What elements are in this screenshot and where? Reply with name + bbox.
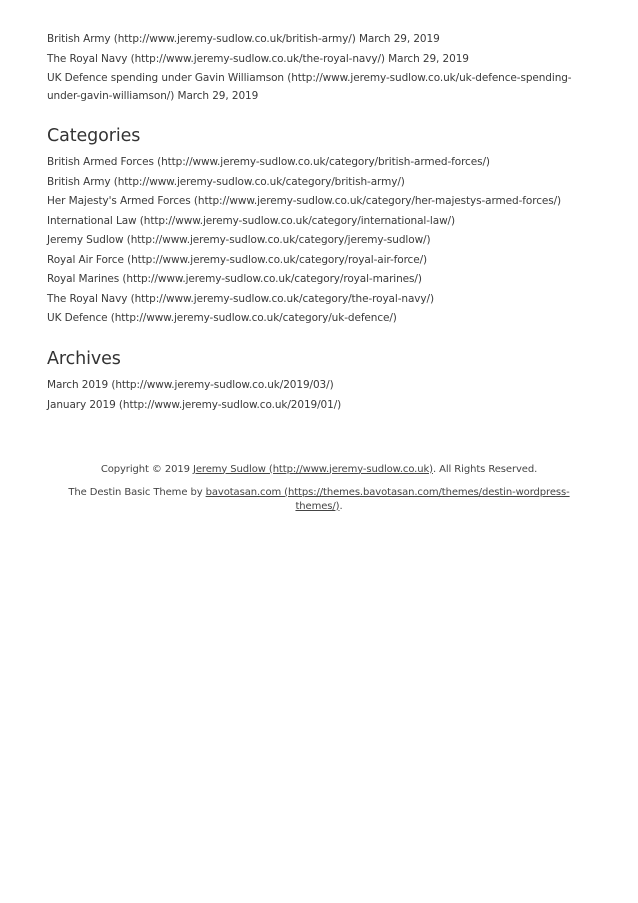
archive-title[interactable]: March 2019 bbox=[47, 379, 109, 391]
theme-credit-period: . bbox=[339, 500, 343, 512]
recent-post-item[interactable]: British Army (http://www.jeremy-sudlow.co.uk/british-army/) March 29, 2019 bbox=[47, 33, 440, 45]
categories-heading: Categories bbox=[47, 126, 141, 146]
category-item[interactable]: International Law (http://www.jeremy-sudlow.co.uk/category/international-law/) bbox=[47, 214, 455, 227]
category-title[interactable]: UK Defence bbox=[47, 312, 108, 324]
archive-item[interactable]: March 2019 (http://www.jeremy-sudlow.co.uk/2019/03/) bbox=[47, 379, 334, 391]
archive-item[interactable]: January 2019 (http://www.jeremy-sudlow.co.uk/2019/01/) bbox=[47, 398, 342, 411]
rights-text: . All Rights Reserved. bbox=[432, 463, 538, 475]
category-title[interactable]: Royal Air Force bbox=[47, 253, 124, 266]
category-item[interactable]: Her Majesty's Armed Forces (http://www.jeremy-sudlow.co.uk/category/her-majestys-armed-forces/) bbox=[47, 195, 562, 207]
recent-post-date: March 29, 2019 bbox=[177, 90, 259, 102]
category-url[interactable]: http://www.jeremy-sudlow.co.uk/category/the-royal-navy/ bbox=[134, 292, 430, 305]
categories-list bbox=[47, 153, 591, 327]
copyright-text: Copyright © 2019 bbox=[100, 463, 190, 475]
category-title[interactable]: Her Majesty's Armed Forces bbox=[47, 195, 191, 207]
recent-posts-list bbox=[47, 30, 591, 105]
category-url[interactable]: http://www.jeremy-sudlow.co.uk/category/jeremy-sudlow/ bbox=[130, 234, 427, 246]
theme-author-link[interactable]: bavotasan.com (https://themes.bavotasan.com/themes/destin-wordpress-themes/) bbox=[205, 486, 570, 512]
category-url[interactable]: http://www.jeremy-sudlow.co.uk/category/british-army/ bbox=[117, 175, 401, 188]
category-url[interactable]: http://www.jeremy-sudlow.co.uk/category/british-armed-forces/ bbox=[161, 156, 486, 168]
category-item[interactable]: Royal Air Force (http://www.jeremy-sudlow.co.uk/category/royal-air-force/) bbox=[47, 253, 428, 266]
category-url[interactable]: http://www.jeremy-sudlow.co.uk/category/international-law/ bbox=[143, 214, 451, 227]
category-url[interactable]: http://www.jeremy-sudlow.co.uk/category/uk-defence/ bbox=[114, 312, 393, 324]
recent-post-url[interactable]: http://www.jeremy-sudlow.co.uk/british-army/ bbox=[117, 33, 352, 45]
recent-post-date: March 29, 2019 bbox=[388, 52, 469, 65]
category-item[interactable]: UK Defence (http://www.jeremy-sudlow.co.uk/category/uk-defence/) bbox=[47, 312, 397, 324]
archive-url[interactable]: http://www.jeremy-sudlow.co.uk/2019/03/ bbox=[115, 379, 330, 391]
archives-heading: Archives bbox=[47, 349, 121, 369]
recent-post-item[interactable]: UK Defence spending under Gavin Williamson (http://www.jeremy-sudlow.co.uk/uk-defence-spending-under-gavin-williamson/) March 29, 2019 bbox=[47, 72, 572, 102]
theme-credit-line bbox=[47, 486, 591, 514]
archive-url[interactable]: http://www.jeremy-sudlow.co.uk/2019/01/ bbox=[122, 398, 338, 411]
category-url[interactable]: http://www.jeremy-sudlow.co.uk/category/royal-air-force/ bbox=[131, 253, 424, 266]
category-url[interactable]: http://www.jeremy-sudlow.co.uk/category/royal-marines/ bbox=[126, 273, 418, 285]
recent-post-url[interactable]: http://www.jeremy-sudlow.co.uk/uk-defence-spending-under-gavin-williamson/ bbox=[47, 72, 572, 102]
recent-post-url[interactable]: http://www.jeremy-sudlow.co.uk/the-royal-navy/ bbox=[134, 52, 381, 65]
category-title[interactable]: British Armed Forces bbox=[47, 156, 154, 168]
copyright-line bbox=[47, 463, 591, 477]
category-item[interactable]: British Army (http://www.jeremy-sudlow.co.uk/category/british-army/) bbox=[47, 175, 405, 188]
recent-post-title[interactable]: The Royal Navy bbox=[47, 52, 128, 65]
recent-post-date: March 29, 2019 bbox=[358, 33, 440, 45]
category-item[interactable]: Royal Marines (http://www.jeremy-sudlow.co.uk/category/royal-marines/) bbox=[47, 273, 422, 285]
theme-credit-text: The Destin Basic Theme by bbox=[68, 486, 203, 498]
archives-list bbox=[47, 376, 591, 414]
site-footer bbox=[47, 463, 591, 514]
archive-title[interactable]: January 2019 bbox=[47, 398, 116, 411]
category-url[interactable]: http://www.jeremy-sudlow.co.uk/category/her-majestys-armed-forces/ bbox=[197, 195, 558, 207]
category-title[interactable]: British Army bbox=[47, 175, 111, 188]
category-title[interactable]: International Law bbox=[47, 214, 137, 227]
category-item[interactable]: British Armed Forces (http://www.jeremy-sudlow.co.uk/category/british-armed-forces/) bbox=[47, 156, 490, 168]
category-title[interactable]: Jeremy Sudlow bbox=[47, 234, 124, 246]
category-title[interactable]: The Royal Navy bbox=[47, 292, 128, 305]
site-link[interactable]: Jeremy Sudlow (http://www.jeremy-sudlow.co.uk) bbox=[193, 463, 433, 475]
category-item[interactable]: The Royal Navy (http://www.jeremy-sudlow.co.uk/category/the-royal-navy/) bbox=[47, 292, 434, 305]
category-item[interactable]: Jeremy Sudlow (http://www.jeremy-sudlow.co.uk/category/jeremy-sudlow/) bbox=[47, 234, 431, 246]
recent-post-title[interactable]: British Army bbox=[47, 33, 111, 45]
recent-post-title[interactable]: UK Defence spending under Gavin Williamson bbox=[47, 72, 284, 84]
category-title[interactable]: Royal Marines bbox=[47, 273, 120, 285]
recent-post-item[interactable]: The Royal Navy (http://www.jeremy-sudlow.co.uk/the-royal-navy/) March 29, 2019 bbox=[47, 52, 469, 65]
